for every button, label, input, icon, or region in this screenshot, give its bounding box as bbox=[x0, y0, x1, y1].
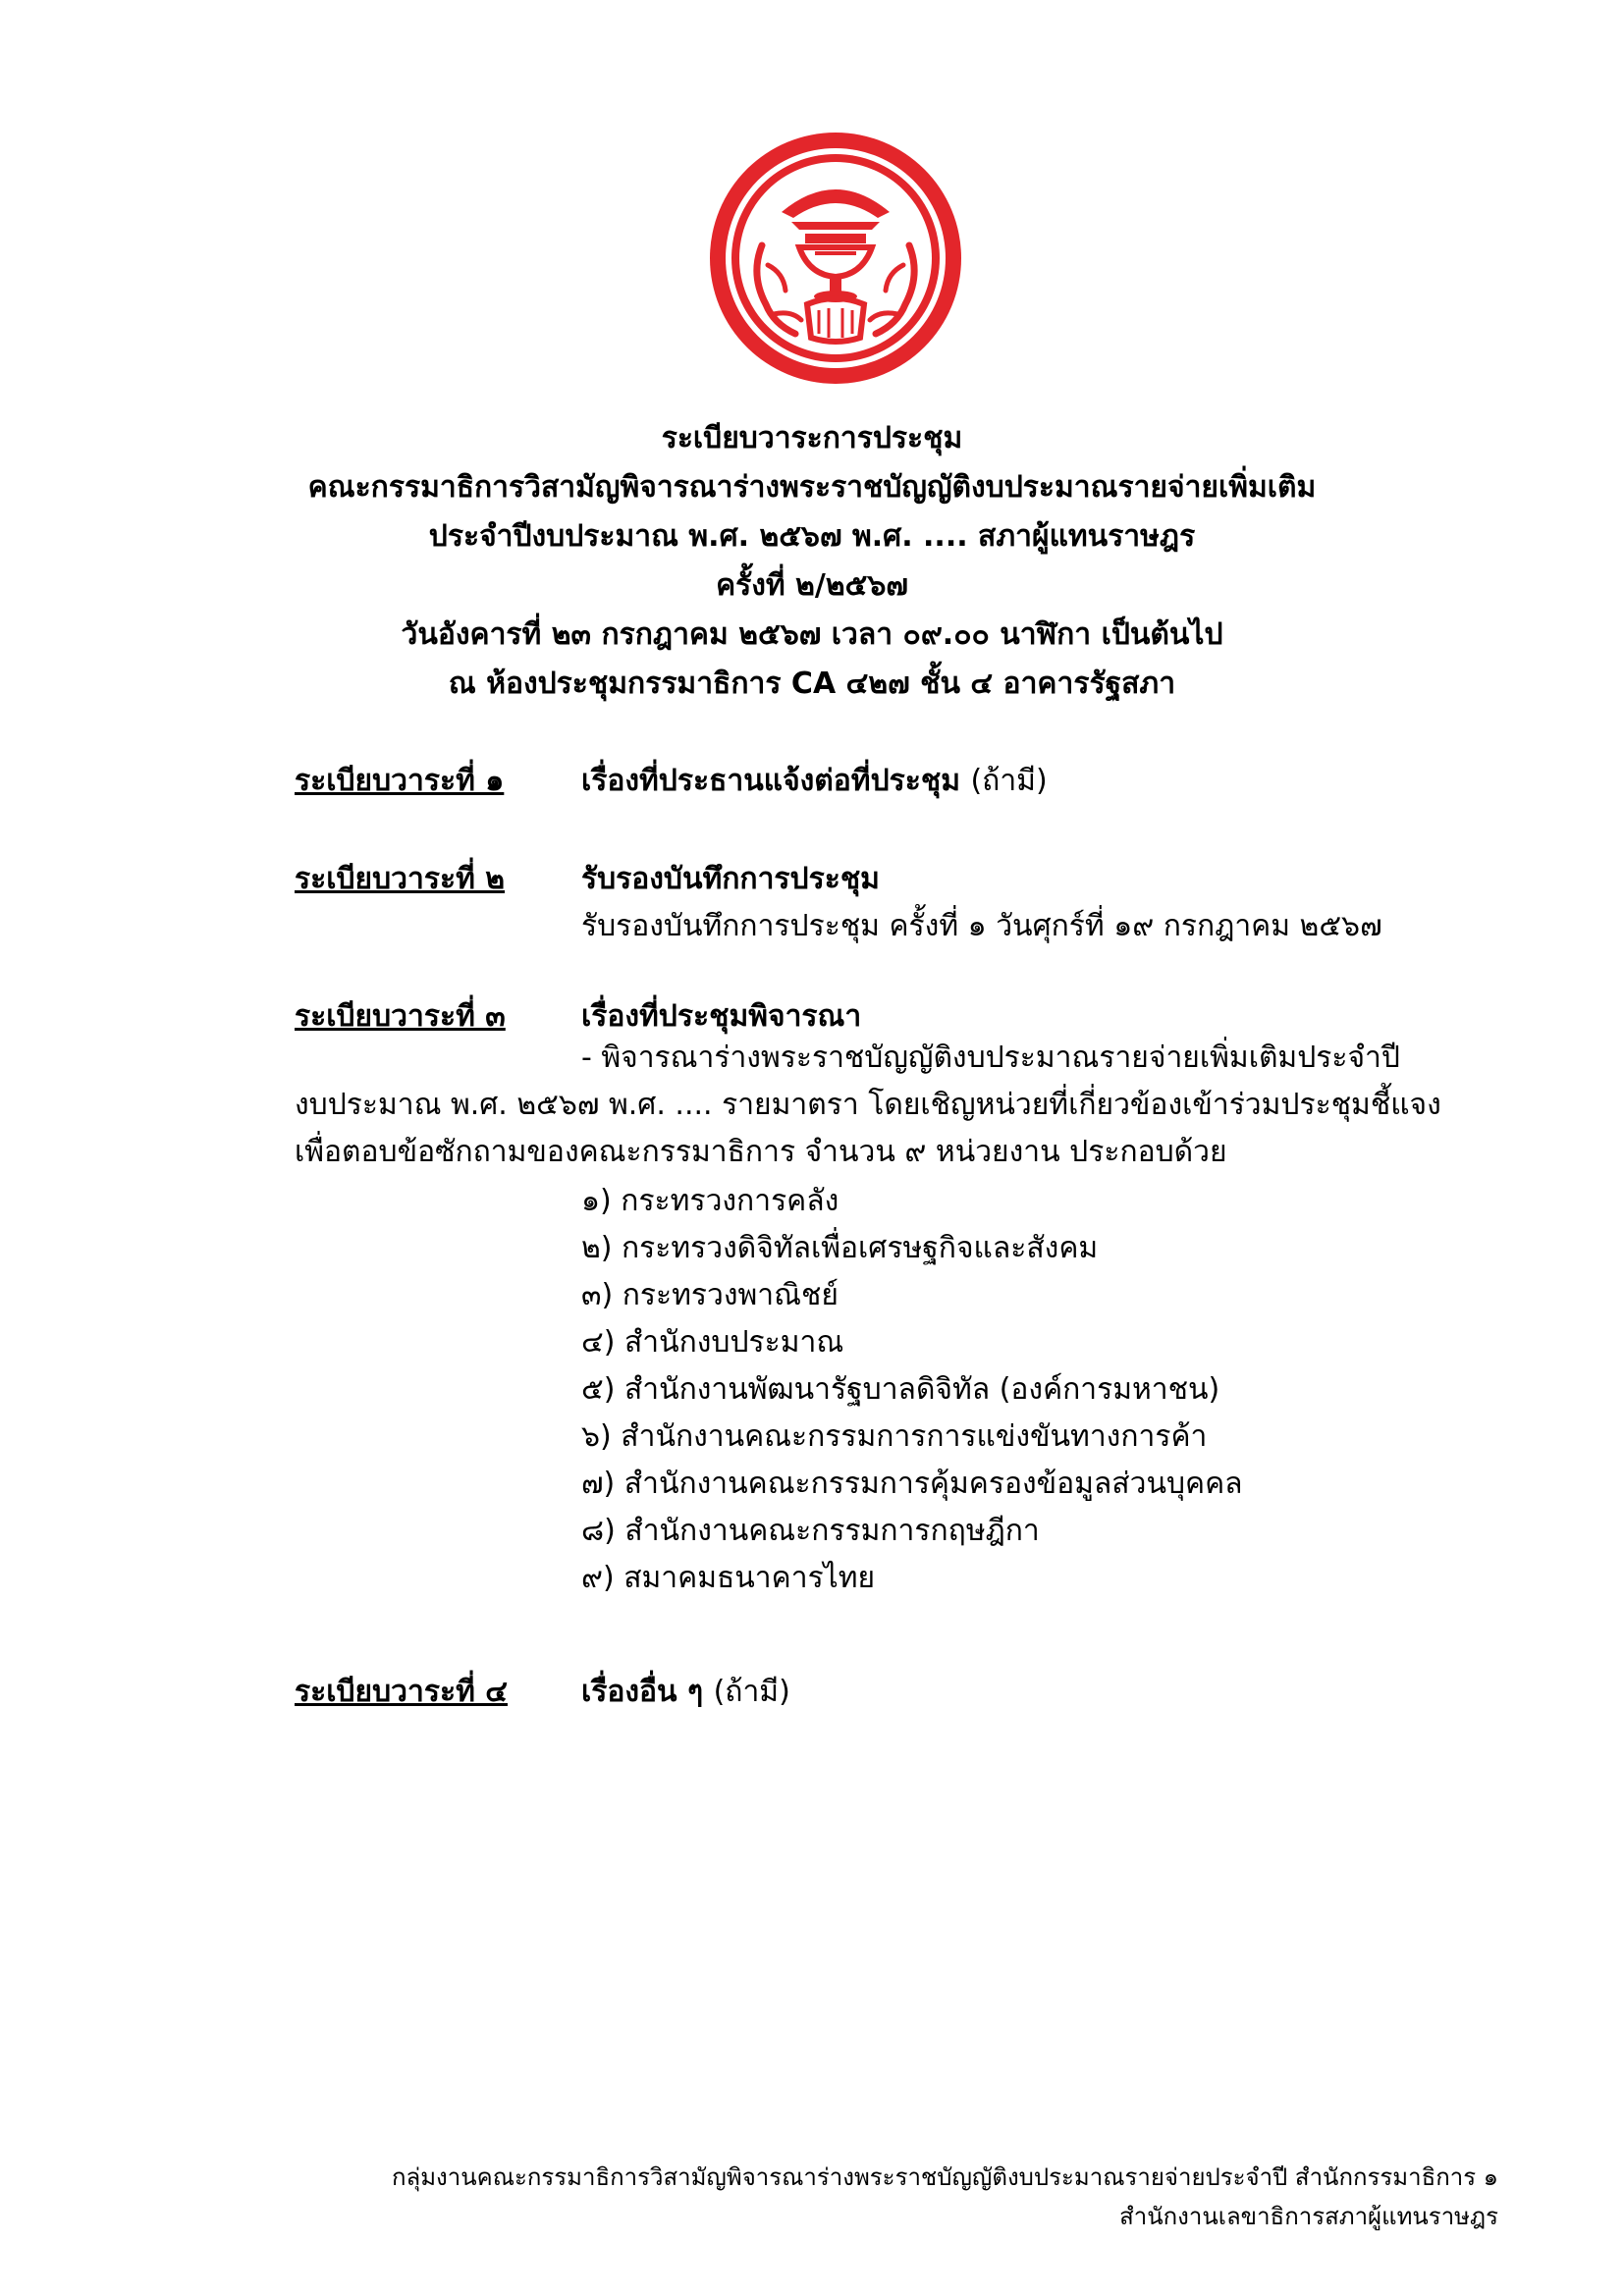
agency-item: ๘) สำนักงานคณะกรรมการกฤษฎีกา bbox=[581, 1514, 1040, 1548]
header-meeting-number: ครั้งที่ ๒/๒๕๖๗ bbox=[716, 568, 908, 603]
agenda-item-title: รับรองบันทึกการประชุม bbox=[581, 862, 880, 896]
parliament-seal-icon bbox=[705, 128, 966, 389]
agency-item: ๓) กระทรวงพาณิชย์ bbox=[581, 1278, 839, 1312]
agenda-item-label: ระเบียบวาระที่ ๒ bbox=[295, 862, 506, 896]
header-date-time: วันอังคารที่ ๒๓ กรกฎาคม ๒๕๖๗ เวลา ๐๙.๐๐ นาฬิกา เป็นต้นไป bbox=[401, 617, 1223, 652]
agenda-item-title: เรื่องที่ประชุมพิจารณา bbox=[581, 999, 862, 1034]
header-venue: ณ ห้องประชุมกรรมาธิการ CA ๔๒๗ ชั้น ๔ อาคารรัฐสภา bbox=[448, 667, 1176, 701]
document-footer bbox=[392, 2158, 1498, 2236]
footer-department: กลุ่มงานคณะกรรมาธิการวิสามัญพิจารณาร่างพระราชบัญญัติงบประมาณรายจ่ายประจำปี สำนักกรรมาธิการ ๑ bbox=[391, 2163, 1498, 2191]
agency-item: ๔) สำนักงบประมาณ bbox=[581, 1325, 844, 1360]
agenda-item-label: ระเบียบวาระที่ ๔ bbox=[295, 1675, 508, 1709]
agenda-item-title: เรื่องอื่น ๆ (ถ้ามี) bbox=[581, 1675, 790, 1709]
agency-item: ๕) สำนักงานพัฒนารัฐบาลดิจิทัล (องค์การมหาชน) bbox=[581, 1372, 1220, 1407]
agenda-item-title: เรื่องที่ประธานแจ้งต่อที่ประชุม (ถ้ามี) bbox=[581, 764, 1048, 798]
description-line: งบประมาณ พ.ศ. ๒๕๖๗ พ.ศ. .... รายมาตรา โดยเชิญหน่วยที่เกี่ยวข้องเข้าร่วมประชุมชี้แจง bbox=[295, 1088, 1441, 1122]
agency-item: ๖) สำนักงานคณะกรรมการการแข่งขันทางการค้า bbox=[581, 1419, 1208, 1454]
agency-item: ๑) กระทรวงการคลัง bbox=[581, 1184, 839, 1218]
agenda-item-label: ระเบียบวาระที่ ๑ bbox=[295, 764, 505, 798]
header-title: ระเบียบวาระการประชุม bbox=[661, 421, 963, 455]
header-fiscal-year: ประจำปีงบประมาณ พ.ศ. ๒๕๖๗ พ.ศ. .... สภาผู้แทนราษฎร bbox=[428, 519, 1196, 554]
agenda-item-label: ระเบียบวาระที่ ๓ bbox=[295, 999, 506, 1034]
description-line: เพื่อตอบข้อซักถามของคณะกรรมาธิการ จำนวน ๙ หน่วยงาน ประกอบด้วย bbox=[295, 1135, 1227, 1169]
agenda-item-note: (ถ้ามี) bbox=[970, 764, 1048, 798]
agenda-item-2-detail: รับรองบันทึกการประชุม ครั้งที่ ๑ วันศุกร์ที่ ๑๙ กรกฎาคม ๒๕๖๗ bbox=[581, 909, 1382, 943]
footer-secretariat: สำนักงานเลขาธิการสภาผู้แทนราษฎร bbox=[1119, 2203, 1498, 2230]
description-line: - พิจารณาร่างพระราชบัญญัติงบประมาณรายจ่ายเพิ่มเติมประจำปี bbox=[581, 1041, 1400, 1075]
agency-item: ๗) สำนักงานคณะกรรมการคุ้มครองข้อมูลส่วนบุคคล bbox=[581, 1467, 1243, 1501]
agenda-item-3-description bbox=[295, 1035, 1502, 1176]
header-committee: คณะกรรมาธิการวิสามัญพิจารณาร่างพระราชบัญญัติงบประมาณรายจ่ายเพิ่มเติม bbox=[307, 470, 1317, 505]
document-header bbox=[0, 414, 1624, 709]
agency-item: ๙) สมาคมธนาคารไทย bbox=[581, 1561, 876, 1595]
agency-item: ๒) กระทรวงดิจิทัลเพื่อเศรษฐกิจและสังคม bbox=[581, 1231, 1099, 1265]
agency-list bbox=[581, 1178, 1243, 1602]
agenda-item-note: (ถ้ามี) bbox=[713, 1675, 790, 1709]
